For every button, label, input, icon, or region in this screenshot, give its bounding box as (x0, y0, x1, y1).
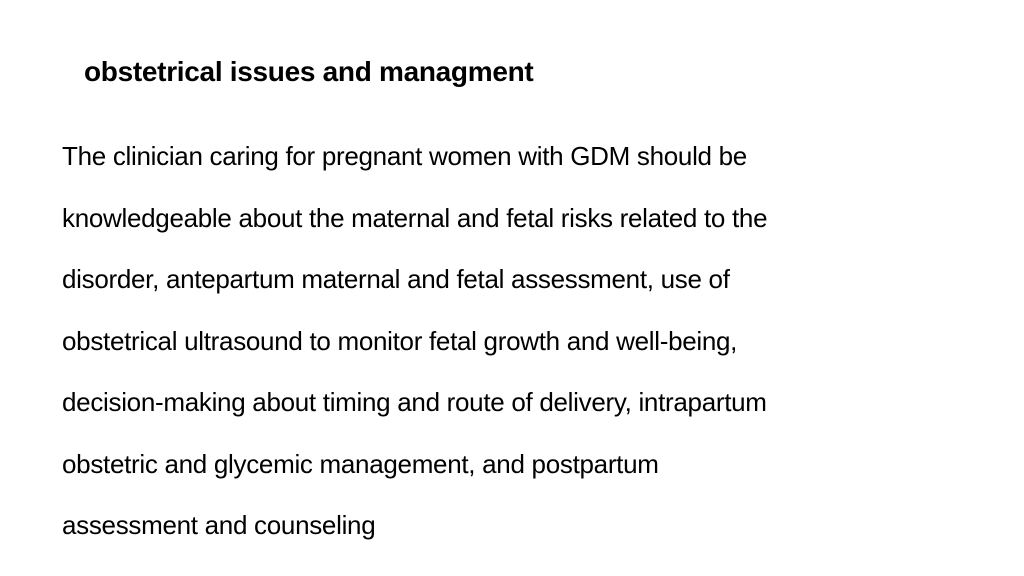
body-line: assessment and counseling (62, 510, 376, 540)
body-line: disorder, antepartum maternal and fetal assessment, use of (62, 264, 730, 294)
slide-body (62, 126, 767, 557)
body-line: The clinician caring for pregnant women with GDM should be (62, 141, 747, 171)
body-line: obstetrical ultrasound to monitor fetal growth and well-being, (62, 325, 738, 356)
body-line: obstetric and glycemic management, and postpartum (62, 448, 659, 479)
body-line: knowledgeable about the maternal and fetal risks related to the (62, 202, 768, 233)
slide-title: obstetrical issues and managment (84, 56, 534, 87)
body-line: decision-making about timing and route of delivery, intrapartum (62, 387, 767, 417)
